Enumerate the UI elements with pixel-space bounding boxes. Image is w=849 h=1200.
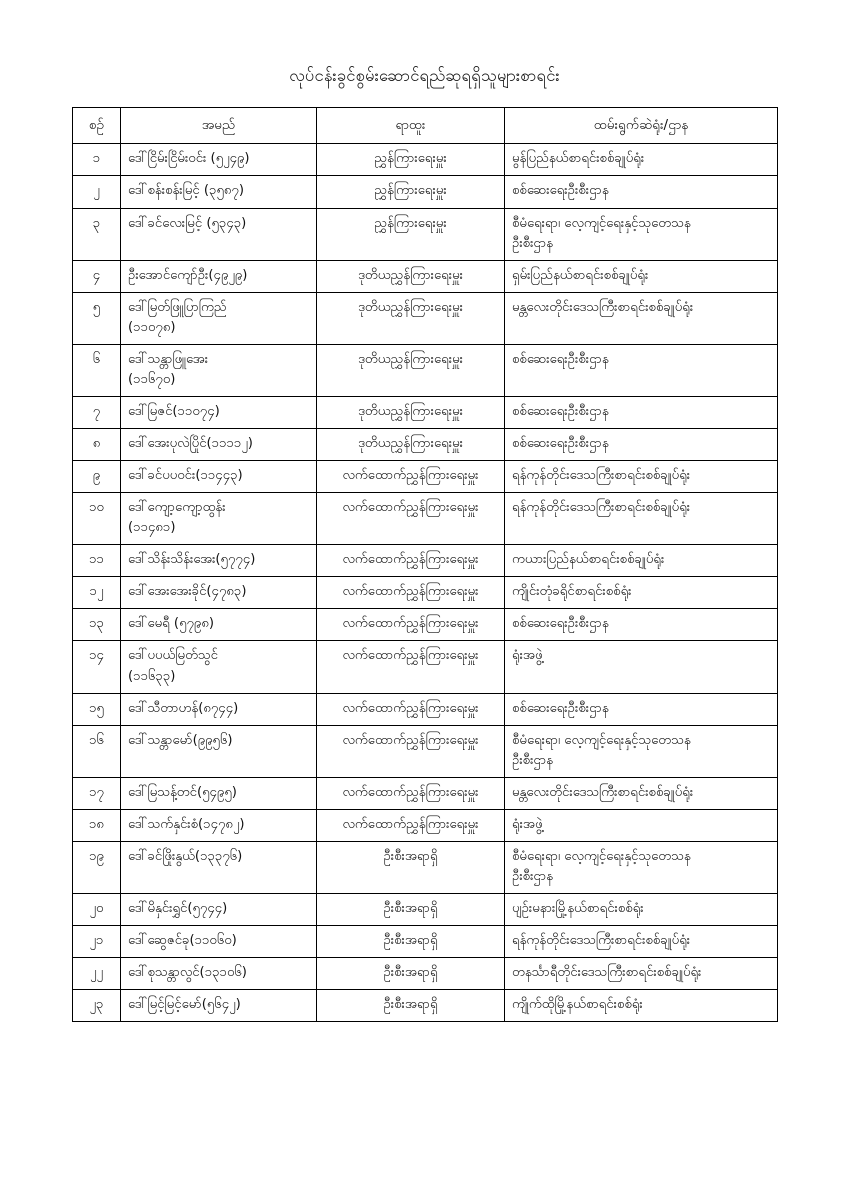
cell-department [505,461,778,493]
cell-no: ၈ [73,429,121,461]
cell-name-line1: ဒေါ်ပပယ်မြတ်သွင် [128,648,218,664]
cell-name-line2: (၁၁၀၇၈) [128,319,176,335]
table-row [73,609,778,641]
cell-department [505,609,778,641]
table-row [73,461,778,493]
cell-rank: ဒုတိယညွှန်ကြားရေးမှူး [317,260,505,292]
cell-department [505,208,778,260]
cell-name [121,545,317,577]
cell-department-line1: စစ်ဆေးရေးဦးစီးဌာန [512,351,609,367]
cell-department-line1: စီမံရေးရာ၊ လေ့ကျင့်ရေးနှင့်သုတေသန [512,848,691,864]
cell-rank: လက်ထောက်ညွှန်ကြားရေးမှူး [317,545,505,577]
table-row [73,693,778,725]
page-title: လုပ်ငန်းခွင်စွမ်းဆောင်ရည်ဆုရရှိသူများစာရင်း [289,66,560,85]
cell-rank: ဒုတိယညွှန်ကြားရေးမှူး [317,429,505,461]
cell-department [505,990,778,1022]
cell-no: ၆ [73,344,121,396]
cell-department-line2: ဦးစီးဌာန [512,235,553,251]
cell-no: ၁၅ [73,693,121,725]
cell-no: ၁၀ [73,493,121,545]
table-row [73,725,778,777]
table-body [73,144,778,1022]
cell-name-line1: ဒေါ်သီတာဟန်(၈၇၄၄) [128,700,239,716]
column-header-no: စဉ် [73,107,121,144]
cell-department-line1: မန္တလေးတိုင်းဒေသကြီးစာရင်းစစ်ချုပ်ရုံး [512,299,694,315]
cell-no: ၂၁ [73,926,121,958]
table-row [73,176,778,208]
cell-department-line1: မန္တလေးတိုင်းဒေသကြီးစာရင်းစစ်ချုပ်ရုံး [512,784,694,800]
cell-name-line1: ဒေါ်သန္တာဖြူအေး [128,351,209,367]
cell-department [505,176,778,208]
cell-name [121,841,317,893]
table-row [73,292,778,344]
cell-no: ၁၁ [73,545,121,577]
cell-name [121,926,317,958]
cell-name [121,461,317,493]
cell-name [121,429,317,461]
cell-department-line1: စစ်ဆေးရေးဦးစီးဌာန [512,183,609,199]
cell-no: ၁၃ [73,609,121,641]
cell-department-line1: စစ်ဆေးရေးဦးစီးဌာန [512,403,609,419]
cell-no: ၇ [73,396,121,428]
table-row [73,926,778,958]
cell-rank: လက်ထောက်ညွှန်ကြားရေးမှူး [317,461,505,493]
cell-no: ၂၀ [73,894,121,926]
table-row [73,990,778,1022]
cell-department-line1: စီမံရေးရာ၊ လေ့ကျင့်ရေးနှင့်သုတေသန [512,215,691,231]
cell-no: ၁ [73,144,121,176]
cell-name [121,609,317,641]
cell-department [505,260,778,292]
cell-no: ၂ [73,176,121,208]
cell-no: ၁၇ [73,777,121,809]
cell-name [121,493,317,545]
cell-department-line1: ရန်ကုန်တိုင်းဒေသကြီးစာရင်းစစ်ချုပ်ရုံး [512,468,691,484]
cell-name-line1: ဒေါ်မြတ်ဖြူပြာကြည် [128,299,227,315]
table-row [73,545,778,577]
table-row [73,958,778,990]
cell-name-line1: ဦးအောင်ကျော်ဦး(၄၉၂၉) [128,267,248,283]
cell-department [505,545,778,577]
cell-department [505,841,778,893]
cell-name [121,958,317,990]
cell-no: ၃ [73,208,121,260]
cell-name-line2: (၁၁၆၃၃) [128,668,176,684]
cell-name [121,777,317,809]
table-row [73,144,778,176]
cell-name-line1: ဒေါ်မြဇင်(၁၁၀၇၄) [128,403,220,419]
cell-name-line1: ဒေါ်ခင်ဖြိုးနွယ်(၁၃၃၇၆) [128,848,243,864]
table-row [73,493,778,545]
cell-department [505,958,778,990]
column-header-department: ထမ်းရွက်ဆဲရုံး/ဌာန [505,107,778,144]
cell-name-line2: (၁၁၆၇၀) [128,371,176,387]
table-row [73,809,778,841]
cell-name-line1: ဒေါ်အေးအေးခိုင်(၄၇၈၃) [128,584,247,600]
cell-name [121,292,317,344]
table-row [73,841,778,893]
cell-name-line1: ဒေါ်မြင့်မြင့်မော်(၅၆၄၂) [128,997,241,1013]
table-header-row [73,107,778,144]
cell-department-line1: တနင်္သာရီတိုင်းဒေသကြီးစာရင်းစစ်ချုပ်ရုံး [512,965,702,981]
cell-department-line1: စစ်ဆေးရေးဦးစီးဌာန [512,616,609,632]
cell-rank: ဦးစီးအရာရှိ [317,841,505,893]
cell-name [121,809,317,841]
cell-name-line1: ဒေါ်မေရီ (၅၇၉၈) [128,616,215,632]
cell-name [121,577,317,609]
cell-department [505,396,778,428]
cell-department-line1: ရုံးအဖွဲ့ [512,648,543,664]
cell-no: ၁၈ [73,809,121,841]
cell-rank: လက်ထောက်ညွှန်ကြားရေးမှူး [317,641,505,693]
cell-name [121,144,317,176]
table-row [73,260,778,292]
cell-department [505,777,778,809]
cell-department [505,144,778,176]
cell-no: ၂၃ [73,990,121,1022]
table-row [73,577,778,609]
cell-name [121,260,317,292]
cell-rank: လက်ထောက်ညွှန်ကြားရေးမှူး [317,777,505,809]
cell-name [121,693,317,725]
cell-department [505,693,778,725]
cell-rank: လက်ထောက်ညွှန်ကြားရေးမှူး [317,725,505,777]
cell-department-line1: ပျဉ်းမနားမြို့နယ်စာရင်းစစ်ရုံး [512,901,644,917]
cell-department-line1: မွန်ပြည်နယ်စာရင်းစစ်ချုပ်ရုံး [512,151,645,167]
cell-department-line1: ရန်ကုန်တိုင်းဒေသကြီးစာရင်းစစ်ချုပ်ရုံး [512,933,691,949]
cell-no: ၂၂ [73,958,121,990]
cell-no: ၁၆ [73,725,121,777]
column-header-rank: ရာထူး [317,107,505,144]
cell-rank: လက်ထောက်ညွှန်ကြားရေးမှူး [317,577,505,609]
cell-rank: လက်ထောက်ညွှန်ကြားရေးမှူး [317,693,505,725]
cell-rank: လက်ထောက်ညွှန်ကြားရေးမှူး [317,493,505,545]
cell-department [505,429,778,461]
cell-name-line1: ဒေါ်ခင်ပပဝင်း(၁၁၄၄၃) [128,468,243,484]
cell-department-line1: ကျိုက်ထိုမြို့နယ်စာရင်းစစ်ရုံး [512,997,643,1013]
table-row [73,396,778,428]
cell-no: ၄ [73,260,121,292]
column-header-name: အမည် [121,107,317,144]
cell-name [121,990,317,1022]
table-row [73,641,778,693]
cell-name [121,208,317,260]
cell-department [505,894,778,926]
cell-department [505,809,778,841]
table-row [73,894,778,926]
cell-name [121,641,317,693]
cell-name-line1: ဒေါ်မြသန့်တင်(၅၄၉၅) [128,784,237,800]
cell-department-line1: စစ်ဆေးရေးဦးစီးဌာန [512,436,609,452]
award-recipients-table [72,107,778,1023]
cell-department-line1: ရန်ကုန်တိုင်းဒေသကြီးစာရင်းစစ်ချုပ်ရုံး [512,500,691,516]
cell-department-line2: ဦးစီးဌာန [512,868,553,884]
cell-rank: ဦးစီးအရာရှိ [317,926,505,958]
cell-no: ၁၂ [73,577,121,609]
cell-no: ၁၉ [73,841,121,893]
cell-department [505,577,778,609]
cell-no: ၅ [73,292,121,344]
cell-department-line1: ကယားပြည်နယ်စာရင်းစစ်ချုပ်ရုံး [512,552,665,568]
cell-name-line1: ဒေါ်စုသန္တာလွင်(၁၃၁၀၆) [128,965,247,981]
cell-name [121,176,317,208]
cell-name [121,725,317,777]
cell-name-line1: ဒေါ်ခင်လေးမြင့် (၅၃၄၃) [128,215,247,231]
cell-name-line1: ဒေါ်အေးပုလဲပြိုင်(၁၁၁၁၂) [128,436,253,452]
cell-rank: ဒုတိယညွှန်ကြားရေးမှူး [317,396,505,428]
cell-name-line1: ဒေါ်ဆွေဇင်ခု(၁၁၀၆၀) [128,933,237,949]
cell-department-line1: ရှမ်းပြည်နယ်စာရင်းစစ်ချုပ်ရုံး [512,267,649,283]
cell-rank: ညွှန်ကြားရေးမှူး [317,208,505,260]
cell-name-line1: ဒေါ်ငြိမ်းငြိမ်းဝင်း (၅၂၄၉) [128,151,250,167]
cell-department-line1: စီမံရေးရာ၊ လေ့ကျင့်ရေးနှင့်သုတေသန [512,732,691,748]
cell-rank: ဒုတိယညွှန်ကြားရေးမှူး [317,292,505,344]
cell-name-line1: ဒေါ်သိန်းသိန်းအေး(၅၇၇၄) [128,552,256,568]
cell-department-line2: ဦးစီးဌာန [512,752,553,768]
cell-name-line1: ဒေါ်သက်နှင်းစံ(၁၄၇၈၂) [128,816,245,832]
cell-department [505,292,778,344]
cell-department [505,493,778,545]
table-row [73,429,778,461]
cell-name-line1: ဒေါ်မိနှင်းရွှင်(၅၇၄၄) [128,901,228,917]
cell-rank: ဦးစီးအရာရှိ [317,990,505,1022]
cell-department [505,926,778,958]
cell-name [121,894,317,926]
cell-rank: ညွှန်ကြားရေးမှူး [317,176,505,208]
cell-name [121,396,317,428]
cell-department-line1: စစ်ဆေးရေးဦးစီးဌာန [512,700,609,716]
cell-rank: ဦးစီးအရာရှိ [317,958,505,990]
cell-department [505,725,778,777]
cell-rank: လက်ထောက်ညွှန်ကြားရေးမှူး [317,609,505,641]
table-row [73,208,778,260]
cell-name [121,344,317,396]
table-row [73,344,778,396]
cell-rank: လက်ထောက်ညွှန်ကြားရေးမှူး [317,809,505,841]
cell-rank: ညွှန်ကြားရေးမှူး [317,144,505,176]
table-row [73,777,778,809]
cell-department [505,641,778,693]
cell-name-line2: (၁၁၄၈၁) [128,520,176,536]
cell-no: ၁၄ [73,641,121,693]
cell-rank: ဦးစီးအရာရှိ [317,894,505,926]
cell-name-line1: ဒေါ်စန်းစန်းမြင့် (၃၅၈၇) [128,183,244,199]
cell-no: ၉ [73,461,121,493]
cell-rank: ဒုတိယညွှန်ကြားရေးမှူး [317,344,505,396]
cell-name-line1: ဒေါ်ကျော့ကျော့ထွန်း [128,500,226,516]
cell-department [505,344,778,396]
cell-department-line1: ကျိုင်းတုံခရိုင်စာရင်းစစ်ရုံး [512,584,632,600]
cell-department-line1: ရုံးအဖွဲ့ [512,816,543,832]
cell-name-line1: ဒေါ်သန္တာမော်(၉၉၅၆) [128,732,233,748]
